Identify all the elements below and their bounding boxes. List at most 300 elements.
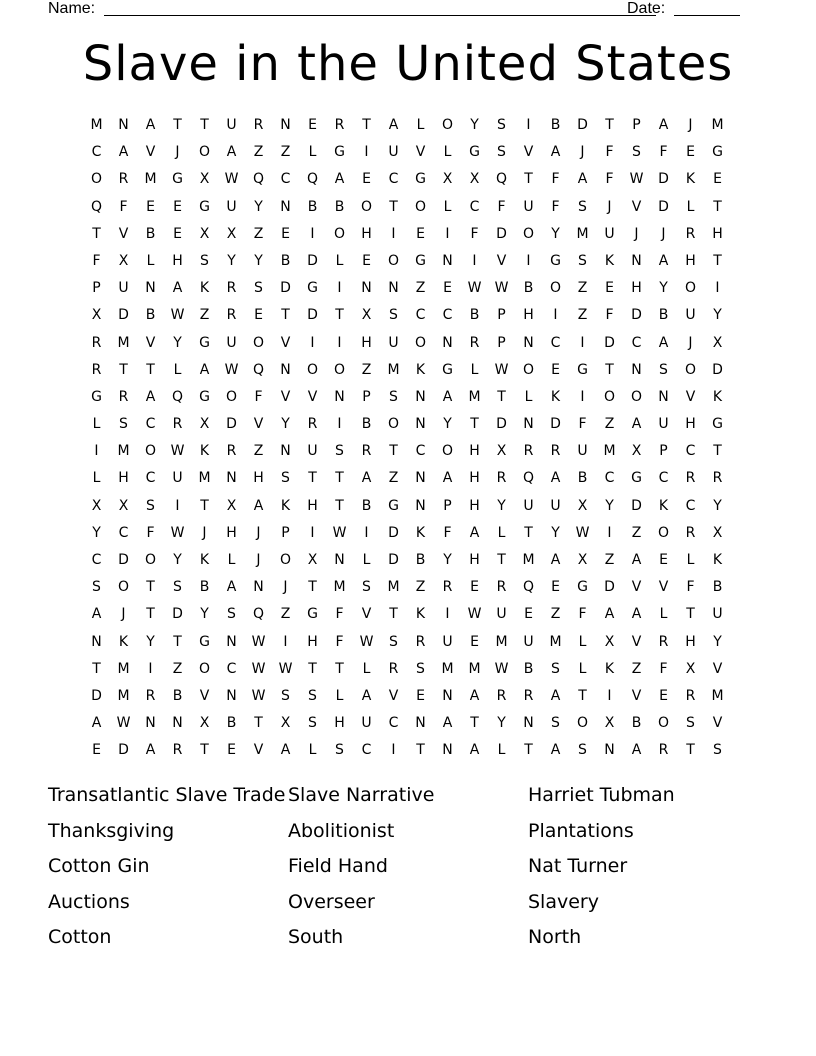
grid-letter: U — [523, 633, 534, 650]
grid-letter: X — [118, 497, 129, 514]
grid-letter: J — [634, 225, 639, 242]
grid-letter: S — [578, 742, 587, 759]
grid-letter: M — [117, 660, 130, 677]
word-list-item: Nat Turner — [528, 855, 628, 878]
grid-letter: K — [604, 660, 615, 677]
grid-letter: H — [469, 552, 480, 568]
grid-letter: X — [712, 524, 723, 541]
grid-letter: I — [310, 524, 315, 541]
grid-letter: X — [280, 715, 291, 732]
grid-letter: Q — [252, 361, 265, 378]
grid-letter: S — [308, 715, 317, 732]
grid-letter: D — [631, 497, 642, 514]
grid-letter: X — [361, 307, 372, 324]
grid-letter: F — [605, 171, 614, 188]
grid-letter: Z — [388, 470, 399, 487]
grid-letter: L — [308, 742, 317, 759]
grid-letter: I — [364, 524, 369, 541]
grid-letter: H — [523, 307, 534, 324]
grid-letter: A — [442, 470, 453, 487]
grid-letter: S — [713, 742, 722, 759]
grid-letter: V — [712, 715, 723, 732]
grid-letter: W — [494, 660, 509, 677]
grid-letter: X — [118, 252, 129, 269]
grid-letter: R — [712, 470, 723, 487]
grid-letter: I — [607, 524, 612, 541]
grid-letter: A — [604, 606, 615, 623]
grid-letter: U — [172, 470, 183, 487]
grid-letter: N — [658, 388, 669, 405]
grid-letter: A — [631, 606, 642, 623]
grid-letter: L — [92, 416, 101, 433]
grid-letter: I — [337, 416, 342, 433]
grid-letter: R — [91, 334, 102, 351]
grid-letter: V — [307, 388, 318, 405]
grid-letter: U — [712, 606, 723, 623]
grid-letter: W — [170, 443, 185, 460]
grid-letter: N — [118, 117, 129, 133]
grid-letter: X — [307, 552, 318, 568]
grid-letter: N — [604, 742, 615, 759]
grid-letter: T — [281, 307, 290, 324]
grid-letter: C — [631, 334, 642, 351]
grid-letter: A — [145, 117, 156, 133]
grid-row — [83, 547, 731, 574]
grid-letter: M — [441, 660, 454, 677]
grid-letter: I — [472, 252, 477, 269]
grid-letter: C — [685, 497, 696, 514]
grid-letter: V — [280, 334, 291, 351]
grid-letter: T — [686, 742, 695, 759]
grid-letter: O — [144, 552, 157, 568]
grid-letter: M — [117, 334, 130, 351]
grid-letter: I — [364, 144, 369, 161]
word-list — [48, 778, 768, 956]
grid-letter: A — [91, 715, 102, 732]
grid-letter: R — [523, 687, 534, 704]
grid-letter: Q — [171, 388, 184, 405]
grid-letter: W — [224, 171, 239, 188]
grid-letter: V — [631, 687, 642, 704]
grid-letter: R — [226, 307, 237, 324]
grid-letter: Y — [470, 117, 479, 133]
grid-letter: T — [146, 606, 155, 623]
grid-letter: G — [307, 280, 318, 297]
grid-letter: H — [307, 633, 318, 650]
grid-row — [83, 221, 731, 248]
grid-letter: G — [577, 579, 588, 596]
grid-letter: F — [659, 660, 668, 677]
grid-letter: A — [199, 361, 210, 378]
grid-letter: T — [362, 117, 371, 133]
grid-letter: S — [551, 660, 560, 677]
grid-letter: R — [685, 470, 696, 487]
grid-letter: C — [604, 470, 615, 487]
grid-letter: E — [362, 171, 371, 188]
grid-letter: M — [117, 687, 130, 704]
grid-letter: L — [335, 687, 344, 704]
grid-letter: E — [659, 552, 668, 568]
grid-letter: J — [607, 198, 612, 215]
grid-letter: S — [335, 443, 344, 460]
grid-letter: W — [332, 524, 347, 541]
grid-letter: M — [576, 225, 589, 242]
grid-letter: N — [415, 497, 426, 514]
grid-letter: A — [172, 280, 183, 297]
grid-letter: C — [685, 443, 696, 460]
grid-letter: L — [335, 252, 344, 269]
grid-letter: N — [415, 715, 426, 732]
grid-letter: C — [442, 307, 453, 324]
grid-letter: A — [118, 144, 129, 161]
grid-row — [83, 139, 731, 166]
grid-letter: R — [172, 416, 183, 433]
grid-letter: E — [470, 579, 479, 596]
grid-letter: S — [389, 388, 398, 405]
word-list-item: Cotton — [48, 926, 112, 949]
grid-letter: U — [226, 117, 237, 133]
grid-row — [83, 493, 731, 520]
grid-letter: T — [92, 225, 101, 242]
grid-letter: B — [361, 416, 372, 433]
grid-letter: G — [199, 198, 210, 215]
grid-row — [83, 166, 731, 193]
grid-letter: M — [549, 633, 562, 650]
grid-letter: V — [199, 687, 210, 704]
grid-letter: L — [362, 552, 371, 568]
grid-letter: B — [172, 687, 183, 704]
grid-letter: X — [199, 715, 210, 732]
grid-letter: U — [496, 606, 507, 623]
grid-letter: L — [362, 660, 371, 677]
grid-letter: L — [308, 144, 317, 161]
grid-letter: K — [658, 497, 669, 514]
grid-letter: R — [523, 443, 534, 460]
grid-letter: F — [497, 198, 506, 215]
grid-letter: Z — [253, 225, 264, 242]
grid-letter: Y — [254, 252, 263, 269]
grid-letter: Y — [146, 633, 155, 650]
grid-letter: O — [522, 361, 535, 378]
grid-letter: R — [361, 443, 372, 460]
grid-letter: M — [387, 579, 400, 596]
grid-letter: E — [173, 225, 182, 242]
grid-letter: W — [575, 524, 590, 541]
grid-letter: H — [226, 524, 237, 541]
grid-row — [83, 112, 731, 139]
grid-letter: B — [361, 497, 372, 514]
grid-letter: O — [549, 280, 562, 297]
grid-letter: Y — [173, 552, 182, 568]
grid-letter: Z — [361, 361, 372, 378]
grid-row — [83, 629, 731, 656]
grid-letter: P — [632, 117, 641, 133]
grid-letter: P — [281, 524, 290, 541]
grid-letter: Y — [497, 715, 506, 732]
grid-letter: V — [361, 606, 372, 623]
grid-letter: B — [631, 715, 642, 732]
grid-letter: Z — [415, 579, 426, 596]
grid-letter: I — [310, 225, 315, 242]
word-search-grid — [83, 112, 731, 765]
grid-letter: V — [415, 144, 426, 161]
grid-letter: E — [551, 579, 560, 596]
grid-letter: V — [631, 198, 642, 215]
grid-row — [83, 574, 731, 601]
grid-letter: J — [121, 606, 126, 623]
grid-letter: J — [283, 579, 288, 596]
grid-letter: E — [713, 171, 722, 188]
grid-letter: O — [144, 443, 157, 460]
grid-letter: O — [198, 660, 211, 677]
name-blank-line[interactable] — [104, 15, 656, 16]
grid-letter: T — [308, 470, 317, 487]
grid-letter: R — [415, 633, 426, 650]
grid-letter: A — [226, 144, 237, 161]
grid-letter: R — [388, 660, 399, 677]
grid-letter: I — [175, 497, 180, 514]
grid-letter: X — [226, 497, 237, 514]
grid-letter: M — [495, 633, 508, 650]
grid-letter: E — [146, 198, 155, 215]
grid-letter: A — [91, 606, 102, 623]
grid-letter: L — [686, 198, 695, 215]
grid-letter: M — [144, 171, 157, 188]
grid-letter: L — [578, 633, 587, 650]
grid-letter: E — [173, 198, 182, 215]
grid-letter: M — [468, 660, 481, 677]
grid-letter: G — [334, 144, 345, 161]
grid-letter: R — [334, 117, 345, 133]
grid-letter: G — [199, 633, 210, 650]
grid-letter: A — [550, 687, 561, 704]
grid-letter: B — [145, 225, 156, 242]
grid-letter: F — [551, 171, 560, 188]
grid-letter: U — [577, 443, 588, 460]
grid-letter: H — [685, 252, 696, 269]
grid-letter: S — [632, 144, 641, 161]
grid-letter: N — [415, 388, 426, 405]
grid-letter: D — [577, 117, 588, 133]
grid-letter: O — [603, 388, 616, 405]
grid-letter: Q — [252, 606, 265, 623]
grid-letter: F — [605, 144, 614, 161]
grid-letter: D — [118, 552, 129, 568]
grid-letter: Z — [172, 660, 183, 677]
word-list-item: Field Hand — [288, 855, 388, 878]
grid-letter: E — [362, 252, 371, 269]
grid-letter: N — [280, 198, 291, 215]
grid-letter: Z — [280, 606, 291, 623]
grid-letter: Y — [227, 252, 236, 269]
grid-letter: M — [117, 443, 130, 460]
grid-letter: T — [173, 633, 182, 650]
grid-letter: M — [711, 117, 724, 133]
grid-letter: H — [118, 470, 129, 487]
grid-letter: H — [361, 334, 372, 351]
grid-letter: W — [251, 633, 266, 650]
grid-letter: C — [361, 742, 372, 759]
grid-letter: D — [631, 307, 642, 324]
grid-letter: T — [308, 579, 317, 596]
grid-letter: I — [283, 633, 288, 650]
grid-row — [83, 520, 731, 547]
grid-letter: X — [226, 225, 237, 242]
grid-letter: A — [550, 144, 561, 161]
grid-letter: E — [659, 687, 668, 704]
grid-letter: O — [441, 443, 454, 460]
grid-letter: M — [90, 117, 103, 133]
grid-letter: F — [335, 633, 344, 650]
grid-letter: L — [686, 552, 695, 568]
grid-letter: B — [280, 252, 291, 269]
grid-letter: G — [199, 334, 210, 351]
grid-letter: S — [497, 117, 506, 133]
grid-letter: K — [199, 280, 210, 297]
grid-letter: G — [631, 470, 642, 487]
grid-letter: H — [361, 225, 372, 242]
grid-letter: W — [629, 171, 644, 188]
grid-letter: K — [199, 443, 210, 460]
grid-row — [83, 248, 731, 275]
grid-letter: T — [578, 687, 587, 704]
grid-letter: T — [605, 117, 614, 133]
grid-letter: R — [118, 388, 129, 405]
grid-letter: A — [631, 742, 642, 759]
grid-letter: L — [578, 660, 587, 677]
grid-letter: T — [92, 660, 101, 677]
grid-letter: H — [631, 280, 642, 297]
grid-letter: S — [200, 252, 209, 269]
grid-letter: C — [118, 524, 129, 541]
grid-letter: V — [631, 579, 642, 596]
word-list-item: Transatlantic Slave Trade — [48, 784, 286, 806]
grid-letter: L — [497, 524, 506, 541]
grid-letter: A — [361, 470, 372, 487]
grid-letter: A — [469, 687, 480, 704]
grid-letter: V — [280, 388, 291, 405]
grid-letter: F — [335, 606, 344, 623]
grid-letter: E — [308, 117, 317, 133]
grid-letter: S — [92, 579, 101, 596]
word-list-item: Harriet Tubman — [528, 784, 675, 806]
grid-letter: F — [443, 524, 452, 541]
grid-letter: E — [281, 225, 290, 242]
grid-letter: S — [173, 579, 182, 596]
grid-letter: S — [497, 144, 506, 161]
grid-letter: E — [551, 361, 560, 378]
grid-letter: T — [713, 198, 722, 215]
grid-letter: V — [253, 742, 264, 759]
grid-letter: N — [145, 280, 156, 297]
grid-letter: O — [252, 334, 265, 351]
grid-letter: N — [442, 252, 453, 269]
grid-letter: F — [254, 388, 263, 405]
grid-letter: T — [524, 742, 533, 759]
grid-letter: N — [226, 633, 237, 650]
grid-letter: U — [523, 497, 534, 514]
grid-letter: F — [686, 579, 695, 596]
grid-letter: T — [605, 361, 614, 378]
grid-letter: K — [199, 552, 210, 568]
grid-letter: N — [631, 361, 642, 378]
grid-letter: X — [577, 497, 588, 514]
grid-letter: A — [145, 388, 156, 405]
grid-letter: G — [307, 606, 318, 623]
grid-letter: Y — [443, 416, 452, 433]
grid-letter: V — [685, 388, 696, 405]
grid-letter: W — [467, 606, 482, 623]
grid-letter: B — [658, 307, 669, 324]
grid-letter: F — [119, 198, 128, 215]
grid-letter: Q — [495, 171, 508, 188]
grid-letter: B — [145, 307, 156, 324]
grid-letter: B — [415, 552, 426, 568]
grid-letter: D — [307, 252, 318, 269]
grid-letter: I — [607, 687, 612, 704]
grid-letter: Z — [577, 280, 588, 297]
grid-letter: F — [146, 524, 155, 541]
grid-letter: N — [388, 280, 399, 297]
grid-letter: S — [416, 660, 425, 677]
grid-letter: E — [605, 280, 614, 297]
grid-letter: N — [172, 715, 183, 732]
grid-letter: N — [442, 687, 453, 704]
grid-letter: G — [172, 171, 183, 188]
word-list-item: Plantations — [528, 819, 634, 842]
grid-letter: U — [226, 198, 237, 215]
grid-letter: O — [306, 361, 319, 378]
grid-letter: V — [388, 687, 399, 704]
grid-letter: O — [387, 252, 400, 269]
date-blank-line[interactable] — [674, 15, 740, 16]
grid-letter: T — [470, 715, 479, 732]
grid-letter: S — [389, 307, 398, 324]
grid-letter: T — [686, 606, 695, 623]
grid-letter: W — [494, 361, 509, 378]
grid-letter: H — [712, 225, 723, 242]
grid-letter: B — [334, 198, 345, 215]
grid-letter: I — [337, 334, 342, 351]
grid-letter: N — [145, 715, 156, 732]
grid-letter: E — [443, 280, 452, 297]
grid-letter: I — [445, 225, 450, 242]
grid-letter: D — [91, 687, 102, 704]
grid-letter: C — [415, 307, 426, 324]
grid-letter: N — [523, 715, 534, 732]
grid-letter: X — [604, 715, 615, 732]
grid-letter: O — [414, 334, 427, 351]
word-list-item: North — [528, 926, 582, 949]
grid-letter: Y — [713, 497, 722, 514]
grid-letter: G — [712, 416, 723, 433]
grid-letter: X — [604, 633, 615, 650]
grid-letter: A — [388, 117, 399, 133]
grid-letter: E — [470, 633, 479, 650]
grid-letter: X — [199, 225, 210, 242]
grid-letter: H — [334, 715, 345, 732]
grid-letter: B — [523, 280, 534, 297]
grid-letter: H — [685, 633, 696, 650]
grid-letter: D — [604, 579, 615, 596]
grid-letter: K — [415, 606, 426, 623]
grid-letter: A — [280, 742, 291, 759]
grid-letter: S — [146, 497, 155, 514]
grid-letter: V — [712, 660, 723, 677]
grid-letter: O — [333, 225, 346, 242]
grid-letter: Y — [713, 307, 722, 324]
grid-letter: C — [145, 416, 156, 433]
